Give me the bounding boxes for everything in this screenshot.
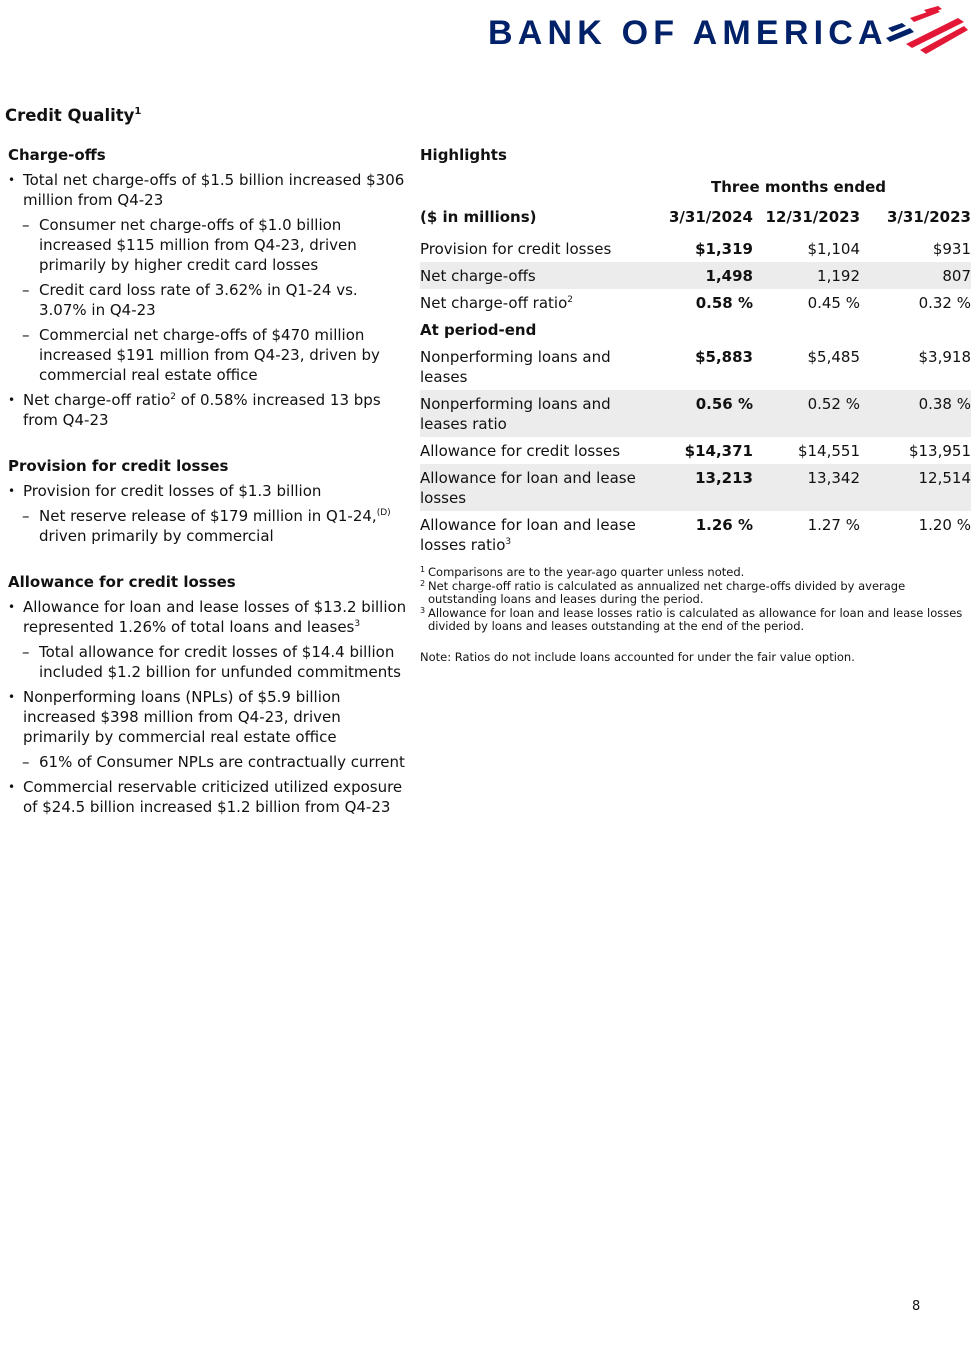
row-label-text: Net charge-off ratio bbox=[420, 294, 568, 312]
footnote-marker: 1 bbox=[134, 106, 142, 117]
bullet-text: Net charge-off ratio bbox=[23, 391, 171, 409]
period-header: Three months ended bbox=[711, 178, 886, 196]
cell: 1,498 bbox=[642, 262, 753, 289]
cell: $931 bbox=[932, 240, 971, 258]
bullet-text: driven primarily by commercial bbox=[39, 527, 274, 545]
sub-bullet: – Consumer net charge-offs of $1.0 billion increased $115 million from Q4-23, driven primarily by higher credit card losses bbox=[8, 215, 408, 275]
bullet: • Total net charge-offs of $1.5 billion increased $306 million from Q4-23 bbox=[8, 170, 408, 210]
page-title bbox=[5, 106, 141, 125]
footnote bbox=[420, 580, 971, 607]
row-label: Provision for credit losses bbox=[420, 240, 612, 258]
bullet-text: of 0.58% increased 13 bps from Q4-23 bbox=[23, 391, 381, 429]
cell: $1,104 bbox=[807, 240, 860, 258]
row-label-text: Allowance for loan and lease losses ratio bbox=[420, 516, 636, 554]
cell: $5,883 bbox=[695, 348, 753, 366]
row-label: Nonperforming loans and leases ratio bbox=[420, 390, 642, 437]
section-heading-allowance: Allowance for credit losses bbox=[8, 573, 236, 591]
table-section-row bbox=[420, 316, 971, 343]
row-label bbox=[420, 511, 642, 558]
cell: 0.58 % bbox=[695, 294, 753, 312]
footnote-marker: (D) bbox=[376, 508, 391, 518]
footnote-number: 3 bbox=[420, 605, 426, 615]
section-heading-charge-offs: Charge-offs bbox=[8, 146, 106, 164]
table-row bbox=[420, 437, 971, 464]
row-label: Net charge-offs bbox=[420, 262, 642, 289]
column-header: 3/31/2023 bbox=[886, 208, 971, 226]
table-row bbox=[420, 343, 971, 390]
bullet: • Provision for credit losses of $1.3 billion bbox=[8, 481, 408, 501]
sub-bullet bbox=[8, 506, 408, 546]
note-text: Note: Ratios do not include loans accounted for under the fair value option. bbox=[420, 649, 855, 664]
sub-bullet: – Commercial net charge-offs of $470 million increased $191 million from Q4-23, driven by commercial real estate office bbox=[8, 325, 408, 385]
cell: 13,342 bbox=[753, 464, 860, 511]
footnote-text: Comparisons are to the year-ago quarter unless noted. bbox=[428, 565, 745, 579]
cell: 0.45 % bbox=[807, 294, 860, 312]
bullet-text: Net reserve release of $179 million in Q1-24, bbox=[39, 507, 377, 525]
bullet: • Commercial reservable criticized utilized exposure of $24.5 billion increased $1.2 billion from Q4-23 bbox=[8, 777, 408, 817]
cell: $1,319 bbox=[695, 240, 753, 258]
column-header: 12/31/2023 bbox=[765, 208, 860, 226]
footnotes bbox=[420, 566, 971, 664]
sub-bullet: – Credit card loss rate of 3.62% in Q1-24 vs. 3.07% in Q4-23 bbox=[8, 280, 408, 320]
logo-wordmark: BANK OF AMERICA bbox=[488, 14, 888, 52]
footnote-number: 1 bbox=[420, 565, 426, 574]
table-row bbox=[420, 464, 971, 511]
sub-bullet: – Total allowance for credit losses of $14.4 billion included $1.2 billion for unfunded commitments bbox=[8, 642, 408, 682]
footnote bbox=[420, 566, 971, 580]
cell: $14,551 bbox=[797, 442, 860, 460]
cell: 1.27 % bbox=[807, 516, 860, 534]
cell: $3,918 bbox=[918, 348, 971, 366]
footnote bbox=[420, 607, 971, 634]
highlights-panel bbox=[420, 145, 971, 664]
table-row bbox=[420, 289, 971, 316]
page-title-text: Credit Quality bbox=[5, 106, 135, 125]
table-row bbox=[420, 511, 971, 558]
cell: 1,192 bbox=[753, 262, 860, 289]
bullet bbox=[8, 390, 408, 430]
column-header: 3/31/2024 bbox=[668, 208, 753, 226]
section-label: At period-end bbox=[420, 321, 537, 339]
footnote-marker: 3 bbox=[505, 537, 512, 547]
cell: $13,951 bbox=[908, 442, 971, 460]
cell: 0.38 % bbox=[860, 390, 971, 437]
footnote-number: 2 bbox=[420, 578, 426, 588]
bank-of-america-logo bbox=[486, 6, 971, 56]
row-label: Nonperforming loans and leases bbox=[420, 348, 611, 386]
footnote-text: Net charge-off ratio is calculated as annualized net charge-offs divided by average outstanding loans and leases during the period. bbox=[428, 578, 906, 606]
cell: 0.32 % bbox=[918, 294, 971, 312]
footnote-marker: 2 bbox=[567, 295, 573, 305]
row-label: Allowance for loan and lease losses bbox=[420, 464, 642, 511]
column-header: ($ in millions) bbox=[420, 208, 537, 226]
page-number: 8 bbox=[912, 1299, 921, 1314]
cell: 1.20 % bbox=[918, 516, 971, 534]
cell: 807 bbox=[860, 262, 971, 289]
sub-bullet: – 61% of Consumer NPLs are contractually current bbox=[8, 752, 408, 772]
cell: $14,371 bbox=[684, 442, 753, 460]
row-label bbox=[420, 289, 642, 316]
table-row bbox=[420, 235, 971, 262]
cell: 13,213 bbox=[642, 464, 753, 511]
cell: 0.52 % bbox=[753, 390, 860, 437]
cell: 0.56 % bbox=[642, 390, 753, 437]
cell: 12,514 bbox=[860, 464, 971, 511]
bullet-text: Allowance for loan and lease losses of $13.2 billion represented 1.26% of total loans and leases bbox=[23, 598, 407, 636]
table-header-row bbox=[420, 207, 971, 235]
row-label: Allowance for credit losses bbox=[420, 442, 621, 460]
section-heading-provision: Provision for credit losses bbox=[8, 457, 229, 475]
footnote-marker: 2 bbox=[170, 392, 176, 402]
table-row bbox=[420, 262, 971, 289]
footnote-text: Allowance for loan and lease losses ratio is calculated as allowance for loan and lease losses divided by loans and leases outstanding at the end of the period. bbox=[428, 605, 963, 633]
cell: 1.26 % bbox=[695, 516, 753, 534]
highlights-table bbox=[420, 207, 971, 558]
flag-logo-icon bbox=[880, 6, 970, 56]
cell: $5,485 bbox=[807, 348, 860, 366]
footnote-marker: 3 bbox=[354, 619, 361, 629]
bullet bbox=[8, 597, 408, 637]
commentary-column bbox=[8, 145, 408, 817]
highlights-title: Highlights bbox=[420, 146, 507, 164]
bullet: • Nonperforming loans (NPLs) of $5.9 billion increased $398 million from Q4-23, driven primarily by commercial real estate office bbox=[8, 687, 408, 747]
table-row bbox=[420, 390, 971, 437]
